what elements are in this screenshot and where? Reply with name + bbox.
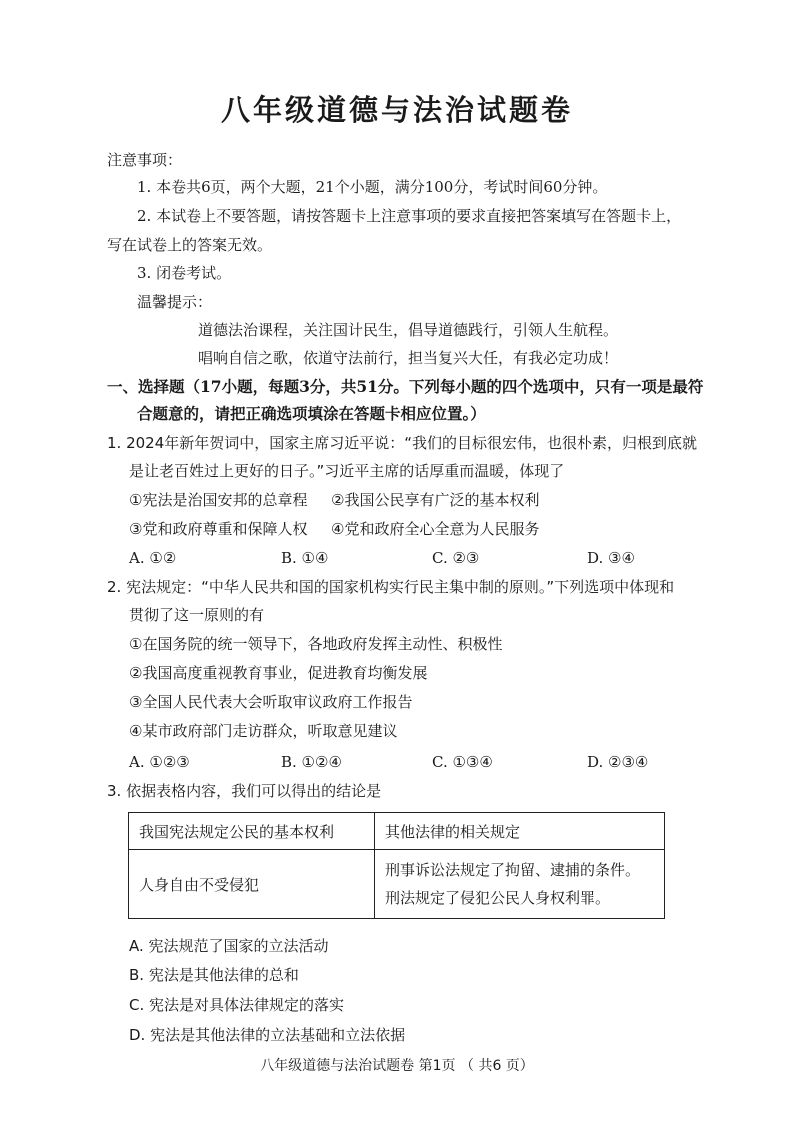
tips-heading: 温馨提示： [137,293,213,311]
page-title: 八年级道德与法治试题卷 [220,93,573,127]
notice-item-2-line-1: 2. 本试卷上不要答题，请按答题卡上注意事项的要求直接把答案填写在答题卡上， [137,207,682,225]
q1-statement-4: ④党和政府全心全意为人民服务 [331,520,540,538]
table-header-row [129,813,665,850]
q1-option-d: D. ③④ [587,549,635,567]
section-1-heading-line-2: 合题意的，请把正确选项填涂在答题卡相应位置。） [137,404,486,423]
q1-stem-line-2: 是让老百姓过上更好的日子。”习近平主席的话厚重而温暖，体现了 [129,462,565,480]
q2-option-d: D. ②③④ [587,753,649,771]
notice-item-2-line-2: 写在试卷上的答案无效。 [107,236,273,254]
page-footer: 八年级道德与法治试题卷 第1页 （ 共6 页） [260,1058,534,1074]
table-row [129,850,665,919]
table-cell-law-2: 刑法规定了侵犯公民人身权利罪。 [385,889,611,907]
q2-statement-3: ③全国人民代表大会听取审议政府工作报告 [129,693,413,711]
q2-option-b: B. ①②④ [281,753,342,771]
q2-statement-1: ①在国务院的统一领导下，各地政府发挥主动性、积极性 [129,635,503,653]
q1-statement-2: ②我国公民享有广泛的基本权利 [331,491,540,509]
tips-line-2: 唱响自信之歌，依道守法前行，担当复兴大任，有我必定功成！ [198,349,619,367]
q3-option-d: D. 宪法是其他法律的立法基础和立法依据 [129,1026,406,1044]
q2-stem-line-1: 2. 宪法规定：“中华人民共和国的国家机构实行民主集中制的原则。”下列选项中体现和 [107,578,675,596]
q1-option-b: B. ①④ [281,549,329,567]
q2-statement-2: ②我国高度重视教育事业，促进教育均衡发展 [129,664,428,682]
q2-option-a: A. ①②③ [129,753,190,771]
q1-option-a: A. ①② [129,549,177,567]
table-cell-laws [375,850,665,919]
q1-option-c: C. ②③ [432,549,480,567]
table-cell-law-1: 刑事诉讼法规定了拘留、逮捕的条件。 [385,861,641,879]
q3-option-a: A. 宪法规范了国家的立法活动 [129,937,329,955]
notice-item-3: 3. 闭卷考试。 [137,264,232,282]
table-header-left: 我国宪法规定公民的基本权利 [129,813,375,850]
q3-option-b: B. 宪法是其他法律的总和 [129,966,299,984]
q2-stem-line-2: 贯彻了这一原则的有 [129,606,265,624]
table-cell-right-type: 人身自由不受侵犯 [129,850,375,919]
q3-stem: 3. 依据表格内容，我们可以得出的结论是 [107,782,382,800]
q2-statement-4: ④某市政府部门走访群众，听取意见建议 [129,722,398,740]
q1-stem-line-1: 1. 2024年新年贺词中，国家主席习近平说：“我们的目标很宏伟，也很朴素，归根到底就 [107,434,698,452]
notice-item-1: 1. 本卷共6页，两个大题，21个小题，满分100分，考试时间60分钟。 [137,178,608,196]
notice-heading: 注意事项： [107,151,183,169]
q3-option-c: C. 宪法是对具体法律规定的落实 [129,996,345,1014]
q2-option-c: C. ①③④ [432,753,493,771]
q1-statement-1: ①宪法是治国安邦的总章程 [129,491,308,509]
q3-comparison-table [128,812,665,919]
section-1-heading-line-1: 一、选择题（17小题，每题3分，共51分。下列每小题的四个选项中，只有一项是最符 [107,377,704,396]
tips-line-1: 道德法治课程，关注国计民生，倡导道德践行，引领人生航程。 [198,321,619,339]
q1-statement-3: ③党和政府尊重和保障人权 [129,520,308,538]
table-header-right: 其他法律的相关规定 [375,813,665,850]
